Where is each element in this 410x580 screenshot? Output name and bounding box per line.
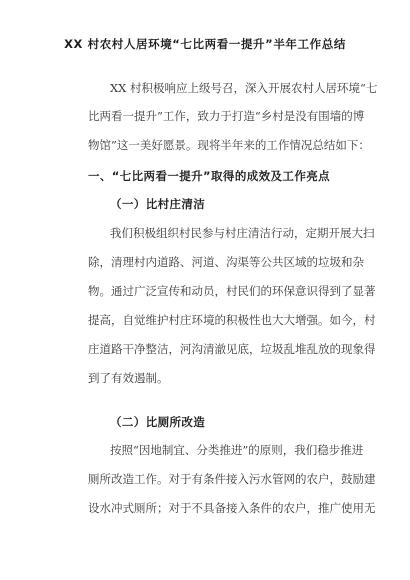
cleaning-line-2: 除，清理村内道路、河道、沟渠等公共区域的垃圾和杂 (88, 255, 364, 269)
toilet-line-1: 按照“因地制宜、分类推进”的原则，我们稳步推进 (110, 443, 364, 457)
subsection-heading-village-cleaning: （一）比村庄清洁 (110, 197, 206, 211)
intro-line-2: 比两看一提升”工作，致力于打造“乡村是没有围墙的博 (88, 109, 365, 123)
document-title: XX 村农村人居环境“七比两看一提升”半年工作总结 (64, 37, 346, 51)
cleaning-line-5: 庄道路干净整洁，河沟清澈见底，垃圾乱堆乱放的现象得 (88, 342, 376, 356)
cleaning-line-4: 提高，自觉维护村庄环境的积极性也大大增强。如今，村 (88, 313, 376, 327)
cleaning-line-6: 到了有效遏制。 (88, 371, 169, 385)
section-heading-achievements: 一、“七比两看一提升”取得的成效及工作亮点 (88, 169, 331, 183)
intro-line-1: XX 村积极响应上级号召，深入开展农村人居环境“七 (110, 81, 378, 95)
intro-line-3: 物馆”这一美好愿景。现将半年来的工作情况总结如下： (88, 138, 370, 152)
toilet-line-2: 厕所改造工作。对于有条件接入污水管网的农户，鼓励建 (88, 472, 376, 486)
subsection-heading-toilet-renovation: （二）比厕所改造 (110, 415, 206, 429)
cleaning-line-3: 物。通过广泛宣传和动员，村民们的环保意识得到了显著 (88, 284, 376, 298)
toilet-line-3: 设水冲式厕所；对于不具备接入条件的农户，推广使用无 (88, 501, 376, 515)
cleaning-line-1: 我们积极组织村民参与村庄清洁行动，定期开展大扫 (110, 226, 375, 240)
